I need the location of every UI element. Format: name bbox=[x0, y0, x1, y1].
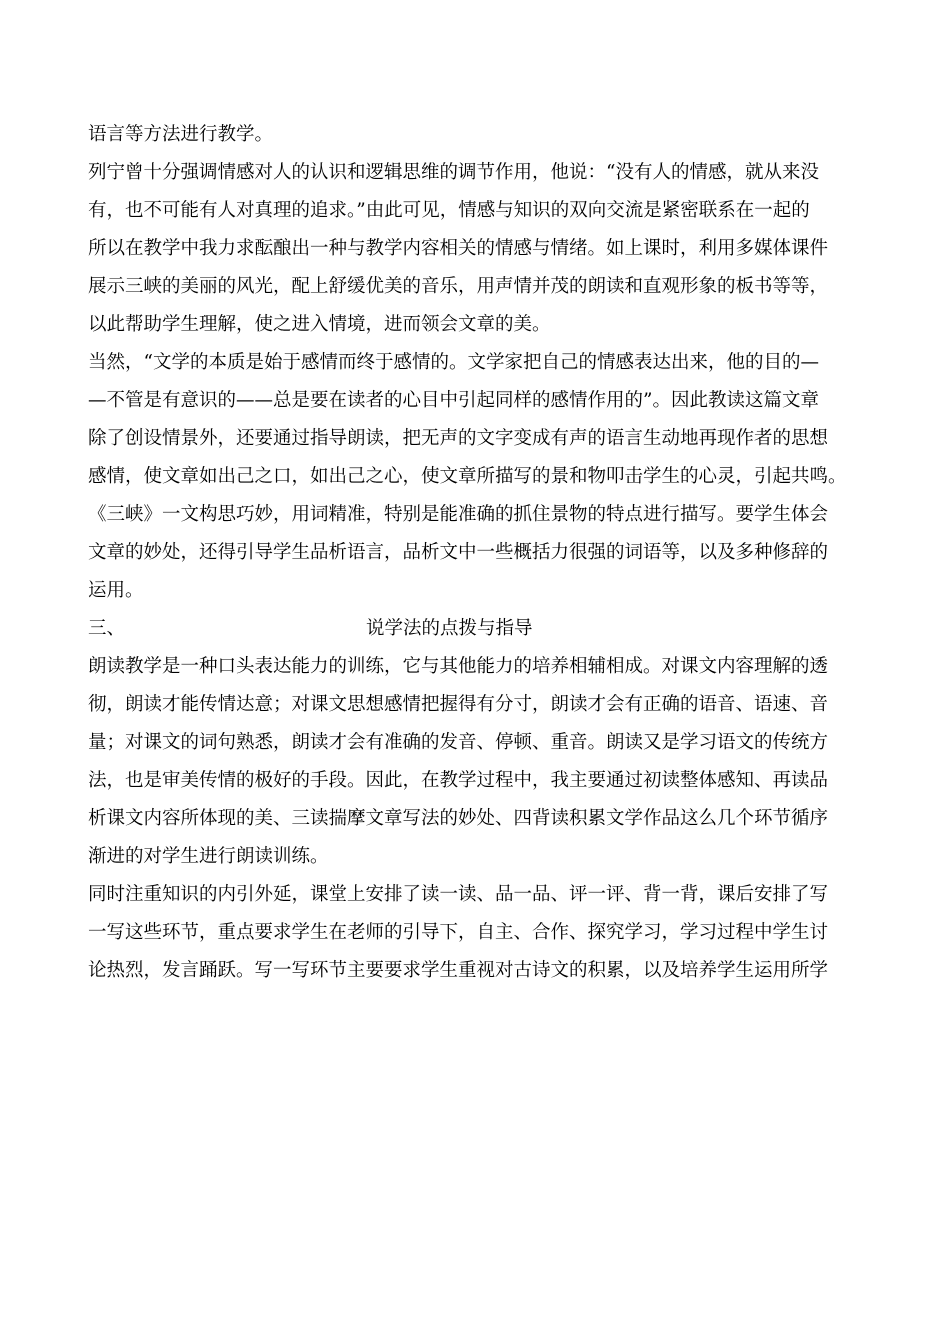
text-line: 语言等方法进行教学。 bbox=[88, 124, 274, 145]
paragraph-reading-teaching bbox=[88, 648, 862, 876]
text-line: 运用。 bbox=[88, 580, 144, 601]
paragraph-sanxia-structure bbox=[88, 496, 862, 610]
text-line: 一写这些环节，重点要求学生在老师的引导下，自主、合作、探究学习，学习过程中学生讨 bbox=[88, 922, 829, 943]
text-line: 所以在教学中我力求酝酿出一种与教学内容相关的情感与情绪。如上课时，利用多媒体课件 bbox=[88, 238, 829, 259]
text-line: 渐进的对学生进行朗读训练。 bbox=[88, 846, 329, 867]
text-line: 以此帮助学生理解，使之进入情境，进而领会文章的美。 bbox=[88, 314, 551, 335]
section-number: 三、 bbox=[88, 618, 126, 639]
paragraph-literature-essence bbox=[88, 344, 862, 496]
text-line: 《三峡》一文构思巧妙，用词精准，特别是能准确的抓住景物的特点进行描写。要学生体会 bbox=[88, 504, 829, 525]
text-line: 除了创设情景外，还要通过指导朗读，把无声的文字变成有声的语言生动地再现作者的思想 bbox=[88, 428, 829, 449]
paragraph-intro-tail bbox=[88, 116, 862, 154]
text-line: 有，也不可能有人对真理的追求。”由此可见，情感与知识的双向交流是紧密联系在一起的 bbox=[88, 200, 810, 221]
paragraph-knowledge-extension bbox=[88, 876, 862, 990]
section-title: 说学法的点拨与指导 bbox=[366, 618, 533, 639]
text-line: 彻，朗读才能传情达意；对课文思想感情把握得有分寸，朗读才会有正确的语音、语速、音 bbox=[88, 694, 829, 715]
text-line: —不管是有意识的——总是要在读者的心目中引起同样的感情作用的”。因此教读这篇文章 bbox=[88, 390, 819, 411]
text-line: 列宁曾十分强调情感对人的认识和逻辑思维的调节作用，他说：“没有人的情感，就从来没 bbox=[88, 162, 819, 183]
text-line: 当然，“文学的本质是始于感情而终于感情的。文学家把自己的情感表达出来，他的目的— bbox=[88, 352, 819, 373]
text-line: 析课文内容所体现的美、三读揣摩文章写法的妙处、四背读积累文学作品这么几个环节循序 bbox=[88, 808, 829, 829]
text-line: 感情，使文章如出己之口，如出己之心，使文章所描写的景和物叩击学生的心灵，引起共鸣。 bbox=[88, 466, 847, 487]
text-line: 朗读教学是一种口头表达能力的训练，它与其他能力的培养相辅相成。对课文内容理解的透 bbox=[88, 656, 829, 677]
document-page bbox=[88, 116, 862, 990]
section-heading bbox=[88, 610, 862, 648]
text-line: 量；对课文的词句熟悉，朗读才会有准确的发音、停顿、重音。朗读又是学习语文的传统方 bbox=[88, 732, 829, 753]
text-line: 展示三峡的美丽的风光，配上舒缓优美的音乐，用声情并茂的朗读和直观形象的板书等等， bbox=[88, 276, 829, 297]
text-line: 同时注重知识的内引外延，课堂上安排了读一读、品一品、评一评、背一背，课后安排了写 bbox=[88, 884, 829, 905]
text-line: 文章的妙处，还得引导学生品析语言，品析文中一些概括力很强的词语等，以及多种修辞的 bbox=[88, 542, 829, 563]
text-line: 法，也是审美传情的极好的手段。因此，在教学过程中，我主要通过初读整体感知、再读品 bbox=[88, 770, 829, 791]
text-line: 论热烈，发言踊跃。写一写环节主要要求学生重视对古诗文的积累，以及培养学生运用所学 bbox=[88, 960, 829, 981]
paragraph-lenin-quote bbox=[88, 154, 862, 344]
